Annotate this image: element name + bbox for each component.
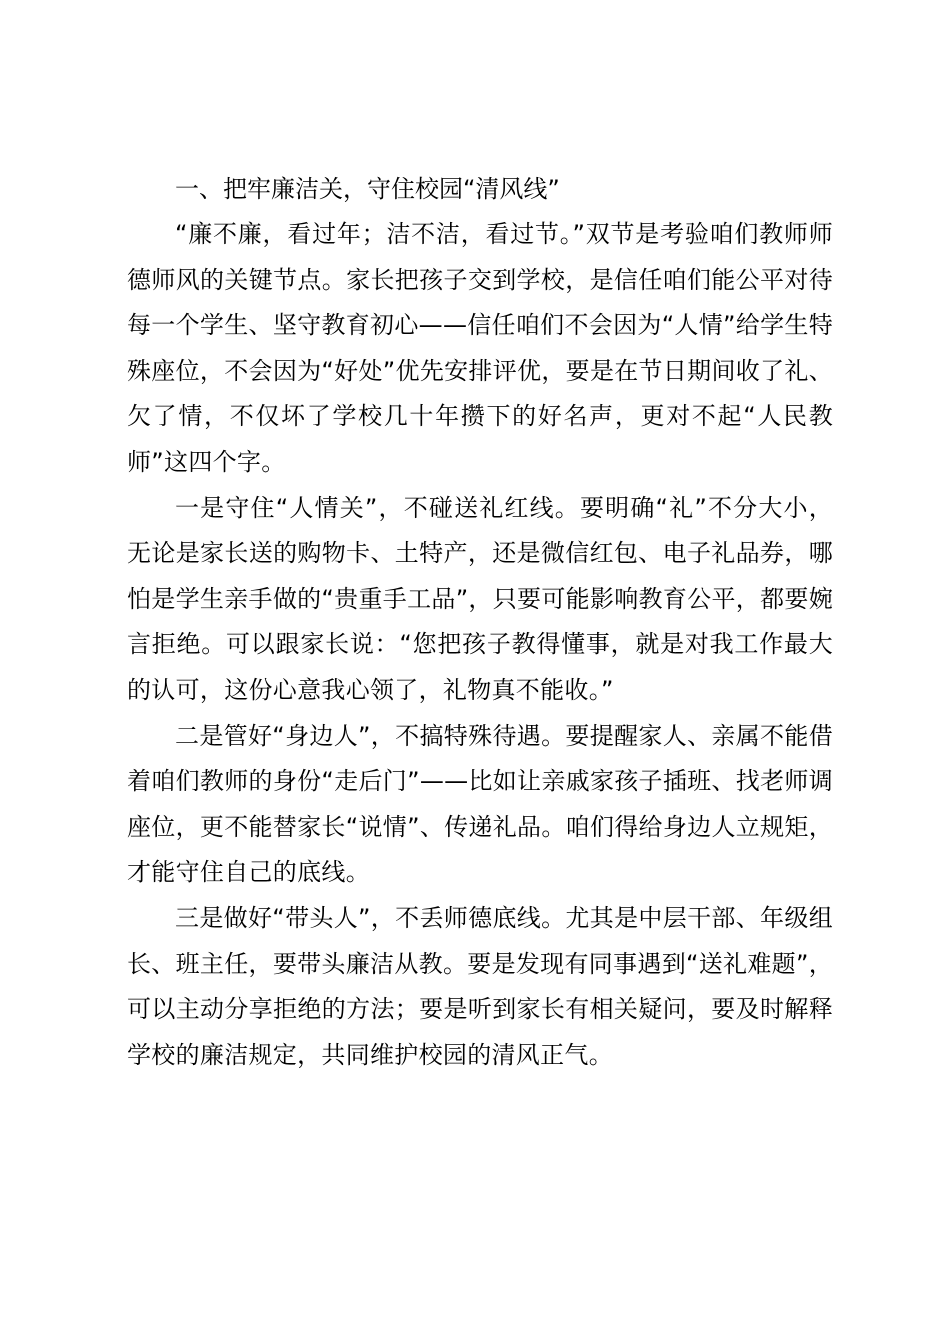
paragraph-point-two: 二是管好“身边人”，不搞特殊待遇。要提醒家人、亲属不能借着咱们教师的身份“走后门”——比如让亲戚家孩子插班、找老师调座位，更不能替家长“说情”、传递礼品。咱们得给身边人立规矩，才能守住自己的底线。 — [127, 721, 833, 887]
paragraph-point-three: 三是做好“带头人”，不丢师德底线。尤其是中层干部、年级组长、班主任，要带头廉洁从教。要是发现有同事遇到“送礼难题”，可以主动分享拒绝的方法；要是听到家长有相关疑问，要及时解释学校的廉洁规定，共同维护校园的清风正气。 — [127, 903, 833, 1069]
paragraph-intro: “廉不廉，看过年；洁不洁，看过节。”双节是考验咱们教师师德师风的关键节点。家长把孩子交到学校，是信任咱们能公平对待每一个学生、坚守教育初心——信任咱们不会因为“人情”给学生特殊座位，不会因为“好处”优先安排评优，要是在节日期间收了礼、欠了情，不仅坏了学校几十年攒下的好名声，更对不起“人民教师”这四个字。 — [127, 220, 833, 476]
document-body — [127, 166, 833, 1078]
paragraph-point-one: 一是守住“人情关”，不碰送礼红线。要明确“礼”不分大小，无论是家长送的购物卡、土特产，还是微信红包、电子礼品券，哪怕是学生亲手做的“贵重手工品”，只要可能影响教育公平，都要婉言拒绝。可以跟家长说：“您把孩子教得懂事，就是对我工作最大的认可，这份心意我心领了，礼物真不能收。” — [127, 493, 833, 704]
section-heading: 一、把牢廉洁关，守住校园“清风线” — [175, 175, 560, 203]
